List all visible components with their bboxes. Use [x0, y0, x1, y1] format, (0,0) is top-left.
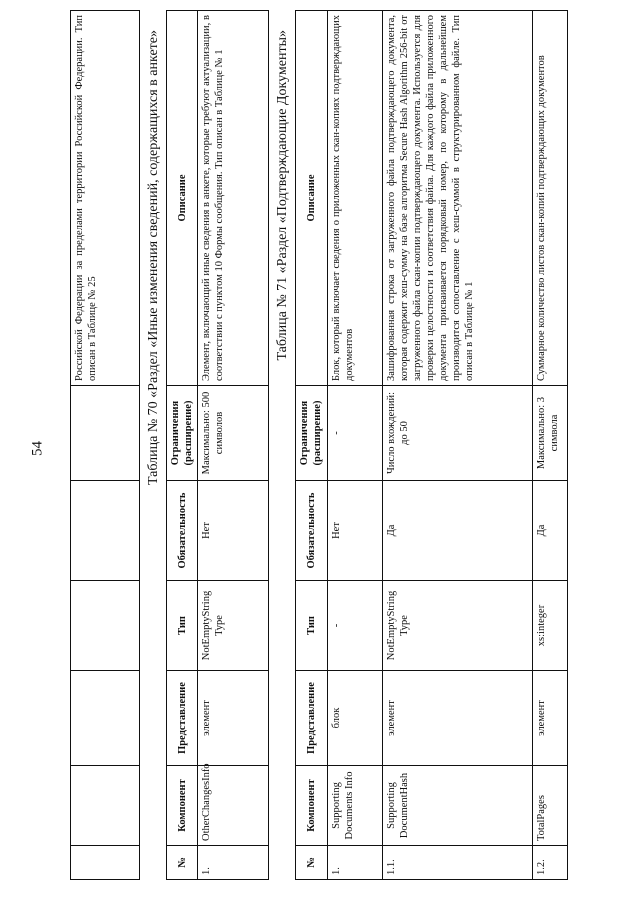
- cell-component: TotalPages: [532, 766, 567, 846]
- header-restrictions: Ограничения (расширение): [167, 386, 198, 481]
- header-component: Компонент: [167, 766, 198, 846]
- cell-num: 1.2.: [532, 846, 567, 880]
- header-mandatory: Обязательность: [167, 481, 198, 581]
- cell-restrictions: Максимально: 3 символа: [532, 386, 567, 481]
- header-description: Описание: [296, 11, 327, 386]
- table-row: [198, 11, 269, 880]
- table-row: [382, 11, 532, 880]
- cell-restrictions: -: [327, 386, 382, 481]
- cell-type: xs:integer: [532, 581, 567, 671]
- cell-description: Элемент, включающий иные сведения в анкете, которые требуют актуализации, в соответствии с пунктом 10 Формы сообщения. Тип описан в Таблице № 1: [198, 11, 269, 386]
- cell-mandatory: Нет: [327, 481, 382, 581]
- header-component: Компонент: [296, 766, 327, 846]
- header-mandatory: Обязательность: [296, 481, 327, 581]
- table-row: [71, 11, 140, 880]
- table71-caption: Таблица № 71 «Раздел «Подтверждающие Документы»: [275, 30, 291, 361]
- cell-type: -: [327, 581, 382, 671]
- cell-restrictions: Максимально: 500 символов: [198, 386, 269, 481]
- cell-description: Зашифрованная строка от загруженного файла подтверждающего документа, которая содержит хеш-сумму на базе алгоритма Secure Hash Algorithm 256-bit от загруженного файла скан-копии подтверждающего документа. Используется для проверки целостности и соответствия файла. Для каждого файла приложенного документа присваивается порядковый номер, по которому в дальнейшем производится сопоставление с хеш-суммой в структурированном файле. Тип описан в Таблице № 1: [382, 11, 532, 386]
- cell-component: Supporting Documents Info: [327, 766, 382, 846]
- header-num: №: [167, 846, 198, 880]
- cell-type: NotEmptyString Type: [198, 581, 269, 671]
- cell-num: 1.: [198, 846, 269, 880]
- cell-mandatory: Да: [382, 481, 532, 581]
- header-num: №: [296, 846, 327, 880]
- cell-component: OtherChangesInfo: [198, 766, 269, 846]
- table70-caption: Таблица № 70 «Раздел «Иные изменения сведений, содержащихся в анкете»: [146, 30, 161, 486]
- cell-representation: блок: [327, 671, 382, 766]
- table-header-row: [167, 11, 198, 880]
- table-row: [327, 11, 382, 880]
- cell-num: 1.1.: [382, 846, 532, 880]
- header-representation: Представление: [296, 671, 327, 766]
- header-type: Тип: [167, 581, 198, 671]
- cell-component: Supporting DocumentHash: [382, 766, 532, 846]
- header-restrictions: Ограничения (расширение): [296, 386, 327, 481]
- cell-num: 1.: [327, 846, 382, 880]
- table71: [295, 10, 567, 880]
- cell-mandatory: Нет: [198, 481, 269, 581]
- previous-table-fragment: [70, 10, 140, 880]
- cell-representation: элемент: [532, 671, 567, 766]
- cell-description: Российской Федерации за пределами территории Российской Федерации. Тип описан в Таблице № 25: [71, 11, 140, 386]
- table-header-row: [296, 11, 327, 880]
- table70: [166, 10, 269, 880]
- header-type: Тип: [296, 581, 327, 671]
- cell-representation: элемент: [198, 671, 269, 766]
- cell-description: Суммарное количество листов скан-копий подтверждающих документов: [532, 11, 567, 386]
- page-number: 54: [29, 441, 46, 456]
- cell-mandatory: Да: [532, 481, 567, 581]
- cell-type: NotEmptyString Type: [382, 581, 532, 671]
- cell-representation: элемент: [382, 671, 532, 766]
- rotated-page-content: [70, 10, 630, 880]
- header-description: Описание: [167, 11, 198, 386]
- header-representation: Представление: [167, 671, 198, 766]
- cell-description: Блок, который включает сведения о приложенных скан-копиях подтверждающих документов: [327, 11, 382, 386]
- table-row: [532, 11, 567, 880]
- cell-restrictions: Число вхождений: до 50: [382, 386, 532, 481]
